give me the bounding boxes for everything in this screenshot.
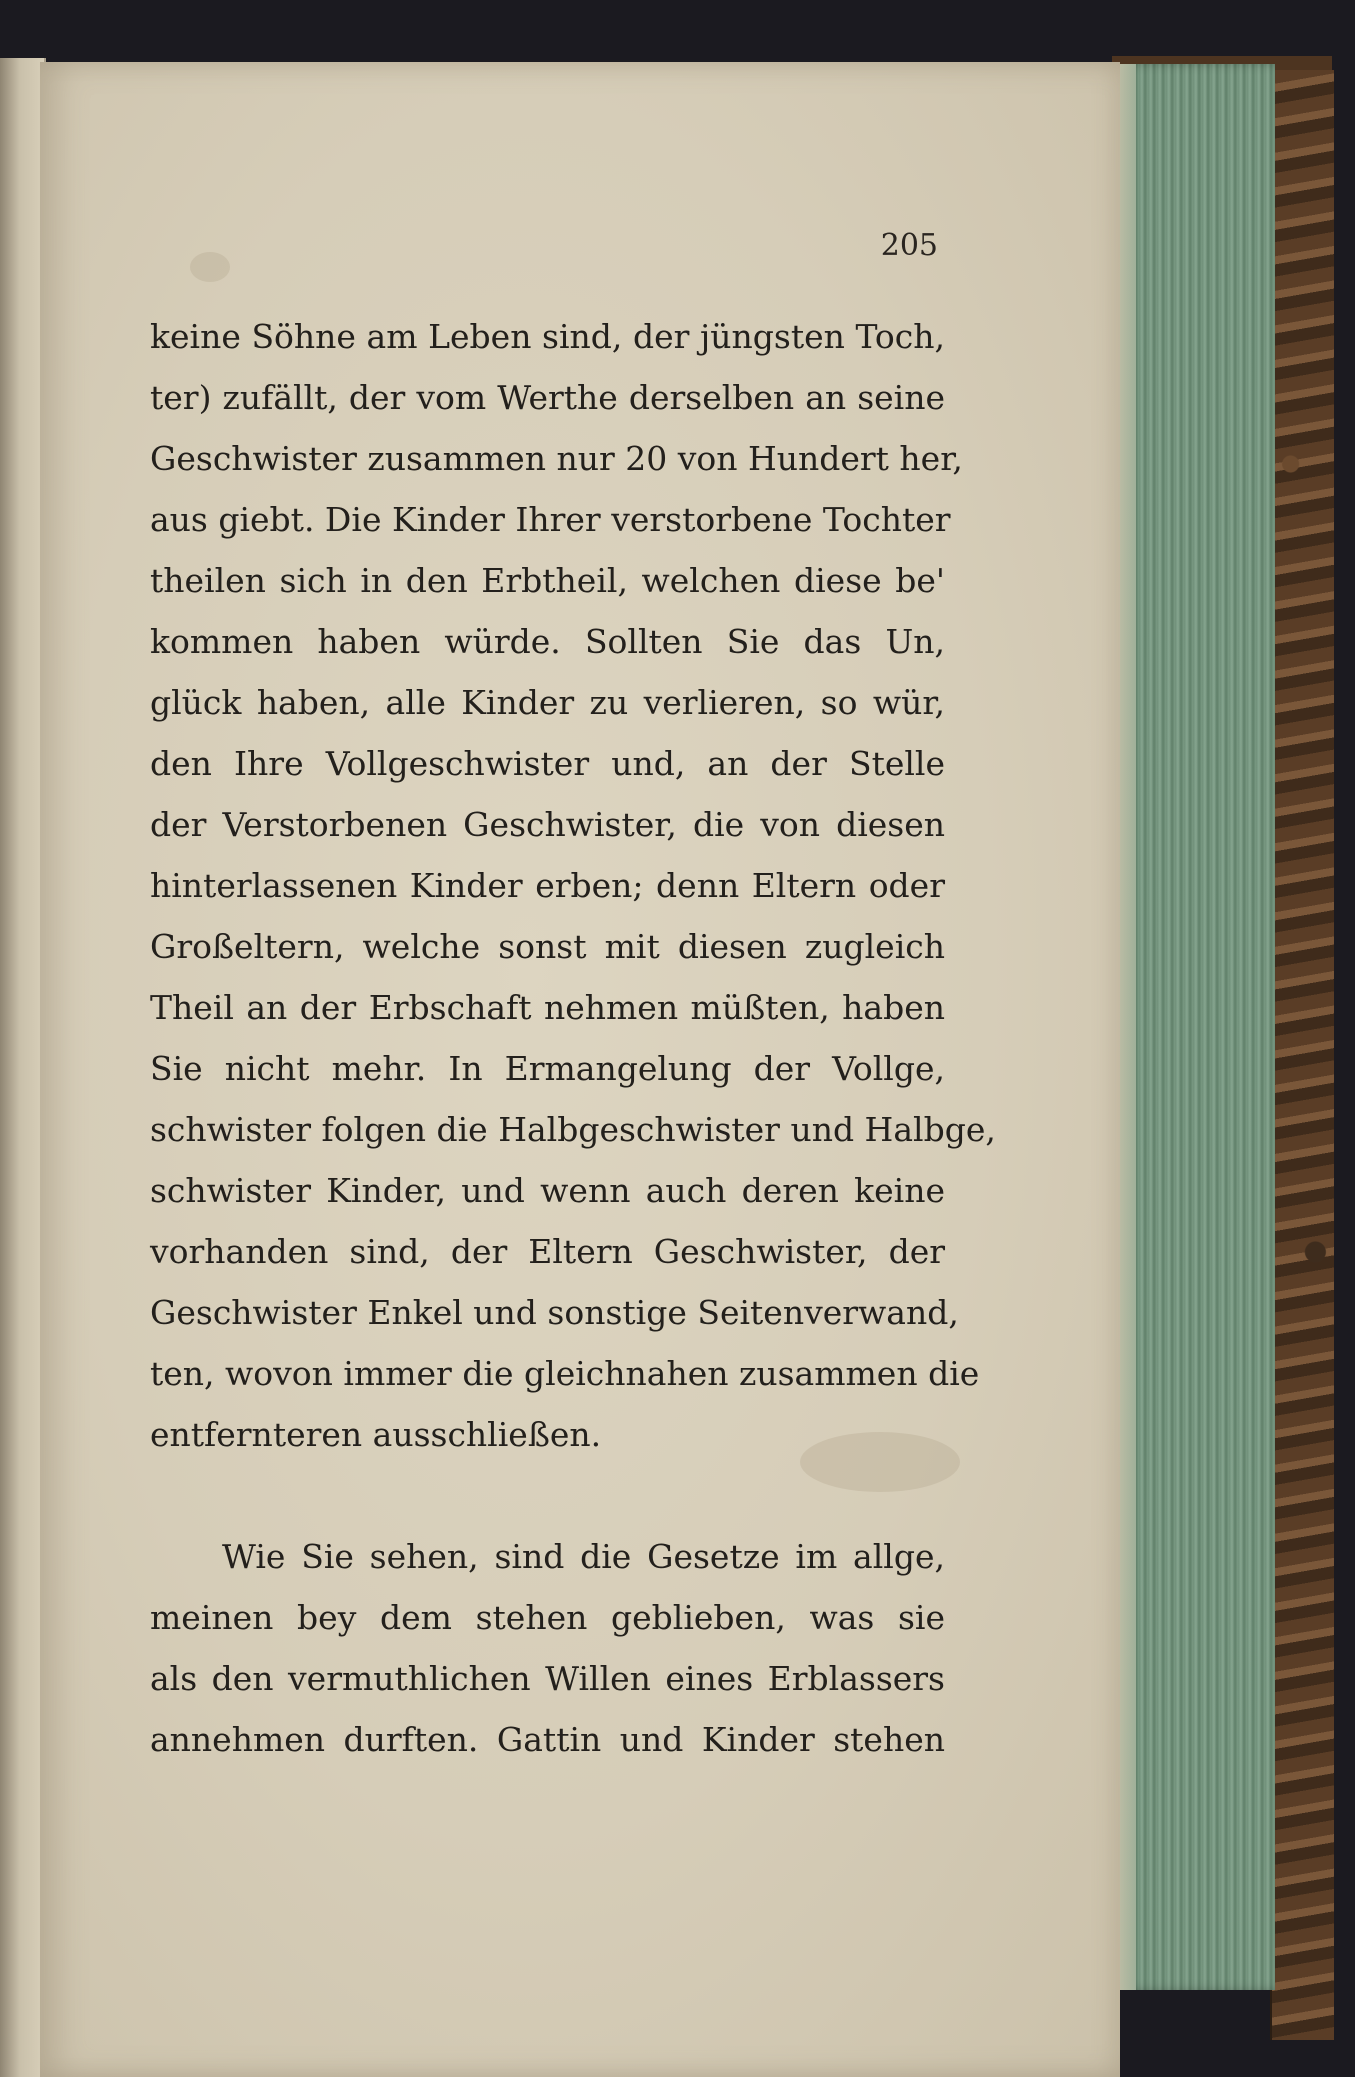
- text-line: Sie nicht mehr. In Ermangelung der Vollge,: [150, 1049, 945, 1088]
- text-line: entfernteren ausschließen.: [150, 1415, 602, 1454]
- page-number: 205: [880, 228, 938, 263]
- text-line: ter) zufällt, der vom Werthe derselben an seine: [150, 378, 945, 417]
- text-line: schwister folgen die Halbgeschwister und Halbge,: [150, 1110, 996, 1149]
- page-stack-fore-edge: [1112, 64, 1275, 1990]
- text-line: hinterlassenen Kinder erben; denn Eltern oder: [150, 866, 945, 905]
- text-line: Theil an der Erbschaft nehmen müßten, haben: [150, 988, 945, 1027]
- text-line: Großeltern, welche sonst mit diesen zugleich: [150, 927, 945, 966]
- text-line: den Ihre Vollgeschwister und, an der Stelle: [150, 744, 945, 783]
- text-line: Geschwister zusammen nur 20 von Hundert her,: [150, 439, 963, 478]
- book-cover-marbled: [1270, 70, 1334, 2040]
- paragraph-gap: [150, 1465, 945, 1526]
- text-line: als den vermuthlichen Willen eines Erblassers: [150, 1659, 945, 1698]
- text-line: glück haben, alle Kinder zu verlieren, so wür,: [150, 683, 945, 722]
- text-line: keine Söhne am Leben sind, der jüngsten Toch,: [150, 317, 945, 356]
- text-line: kommen haben würde. Sollten Sie das Un,: [150, 622, 945, 661]
- paper-smudge: [190, 252, 230, 282]
- text-line: annehmen durften. Gattin und Kinder stehen: [150, 1720, 945, 1759]
- text-line: Wie Sie sehen, sind die Gesetze im allge,: [222, 1537, 945, 1576]
- text-line: aus giebt. Die Kinder Ihrer verstorbene Tochter: [150, 500, 951, 539]
- text-line: Geschwister Enkel und sonstige Seitenverwand,: [150, 1293, 959, 1332]
- text-line: meinen bey dem stehen geblieben, was sie: [150, 1598, 945, 1637]
- body-text: [150, 306, 996, 1770]
- text-line: theilen sich in den Erbtheil, welchen diese be': [150, 561, 945, 600]
- text-line: der Verstorbenen Geschwister, die von diesen: [150, 805, 945, 844]
- text-line: vorhanden sind, der Eltern Geschwister, der: [150, 1232, 945, 1271]
- text-line: schwister Kinder, und wenn auch deren keine: [150, 1171, 945, 1210]
- text-line: ten, wovon immer die gleichnahen zusammen die: [150, 1354, 980, 1393]
